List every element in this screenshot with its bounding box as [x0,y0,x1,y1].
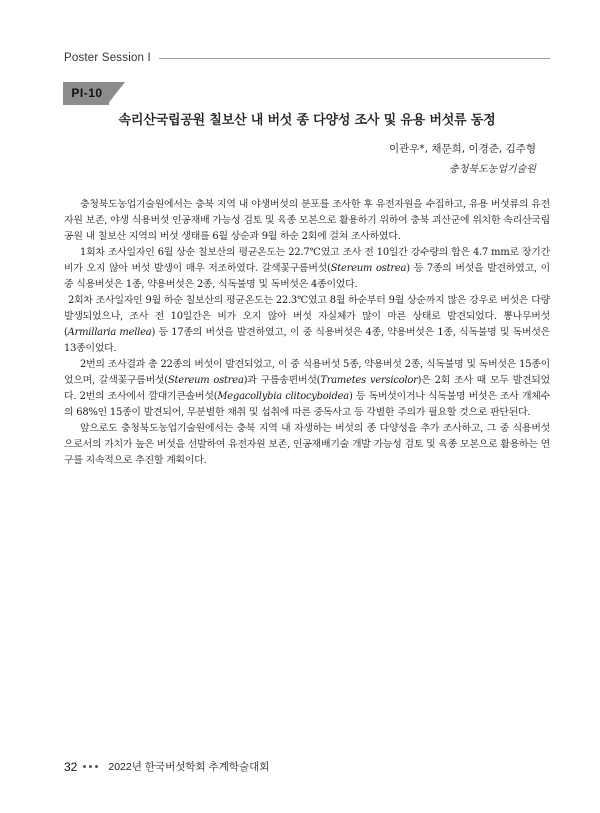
abstract-paragraph [64,245,550,293]
paragraph-text: 충청북도농업기술원에서는 충북 지역 내 야생버섯의 분포를 조사한 후 유전자원을 수집하고, 유용 버섯류의 유전자원 보존, 야생 식용버섯 인공재배 가능성 검토 및 육종 모본으로 활용하기 위하여 충북 괴산군에 위치한 속리산국립공원 내 칠보산 지역의 버섯 생태를 6월 상순과 9월 하순 2회에 걸쳐 조사하였다. [64,199,550,242]
header-rule [159,58,550,59]
page-footer [64,759,269,774]
poster-code-badge [63,82,125,105]
paragraph-text: ) 등 7종의 버섯을 발견하였고, 이 중 식용버섯은 1종, 약용버섯은 2종, 식독불명 및 독버섯은 4종이었다. [64,263,551,290]
poster-code: PI-10 [71,86,103,100]
scientific-name: Stereum ostrea [167,375,244,386]
paragraph-text: 1회차 조사일자인 6월 상순 칠보산의 평균온도는 22.7℃였고 조사 전 10일간 강수량의 합은 4.7 mm로 장기간 비가 오지 않아 버섯 발생이 매우 저조하였다. 갈색꽃구름버섯( [64,247,550,274]
paragraph-text: ) 등 17종의 버섯을 발견하였고, 이 중 식용버섯은 4종, 약용버섯은 1종, 식독불명 및 독버섯은 13종이었다. [64,327,551,354]
abstract-paragraph [64,357,550,421]
section-label: Poster Session I [64,52,151,64]
paragraph-text: 2회차 조사일자인 9월 하순 칠보산의 평균온도는 22.3℃였고 8월 하순부터 9월 상순까지 많은 강우로 버섯은 다량 발생되었으나, 조사 전 10일간은 비가 오지 않아 버섯 자실체가 많이 마른 상태로 발견되었다. 뽕나무버섯( [64,295,550,338]
scientific-name: Megacollybia clitocyboidea [217,391,349,402]
paragraph-text: 앞으로도 충청북도농업기술원에서는 충북 지역 내 자생하는 버섯의 종 다양성을 추가 조사하고, 그 중 식용버섯으로서의 가치가 높은 버섯을 선발하여 유전자원 보존, 인공재배기술 개발 가능성 검토 및 육종 모본으로 활용하는 연구를 지속적으로 추진할 계획이다. [64,423,550,466]
paragraph-text: 2번의 조사결과 총 22종의 버섯이 발견되었고, 이 중 식용버섯 5종, 약용버섯 2종, 식독불명 및 독버섯은 15종이었으며, 갈색꽃구름버섯( [64,359,550,386]
scientific-name: Stereum ostrea [330,263,407,274]
paragraph-text: )과 구름송편버섯( [243,375,321,386]
abstract-paragraph [64,293,550,357]
page-number: 32 [64,759,78,774]
affiliation: 충청북도농업기술원 [449,164,536,175]
paragraph-text: ) 등 독버섯이거나 식독불명 버섯은 조사 개체수의 68%인 15종이 발견되어, 무분별한 채취 및 섭취에 따른 중독사고 등 각별한 주의가 필요할 것으로 판단된다. [64,391,550,418]
abstract-paragraph [64,197,550,245]
separator-dots [83,765,101,768]
scientific-name: Armillaria mellea [67,327,152,338]
conference-name: 2022년 한국버섯학회 추계학술대회 [108,761,270,773]
scientific-name: Trametes versicolor [320,375,418,386]
running-header [64,49,550,67]
author-list: 이관우*, 채문희, 이경준, 김주형 [389,143,536,155]
paragraph-text: )은 2회 조사 때 모두 발견되었다. 2번의 조사에서 깔대기큰솔버섯( [64,375,550,402]
abstract-paragraph [64,421,550,469]
paper-title: 속리산국립공원 칠보산 내 버섯 종 다양성 조사 및 유용 버섯류 동정 [118,113,496,128]
abstract-body [64,197,550,469]
